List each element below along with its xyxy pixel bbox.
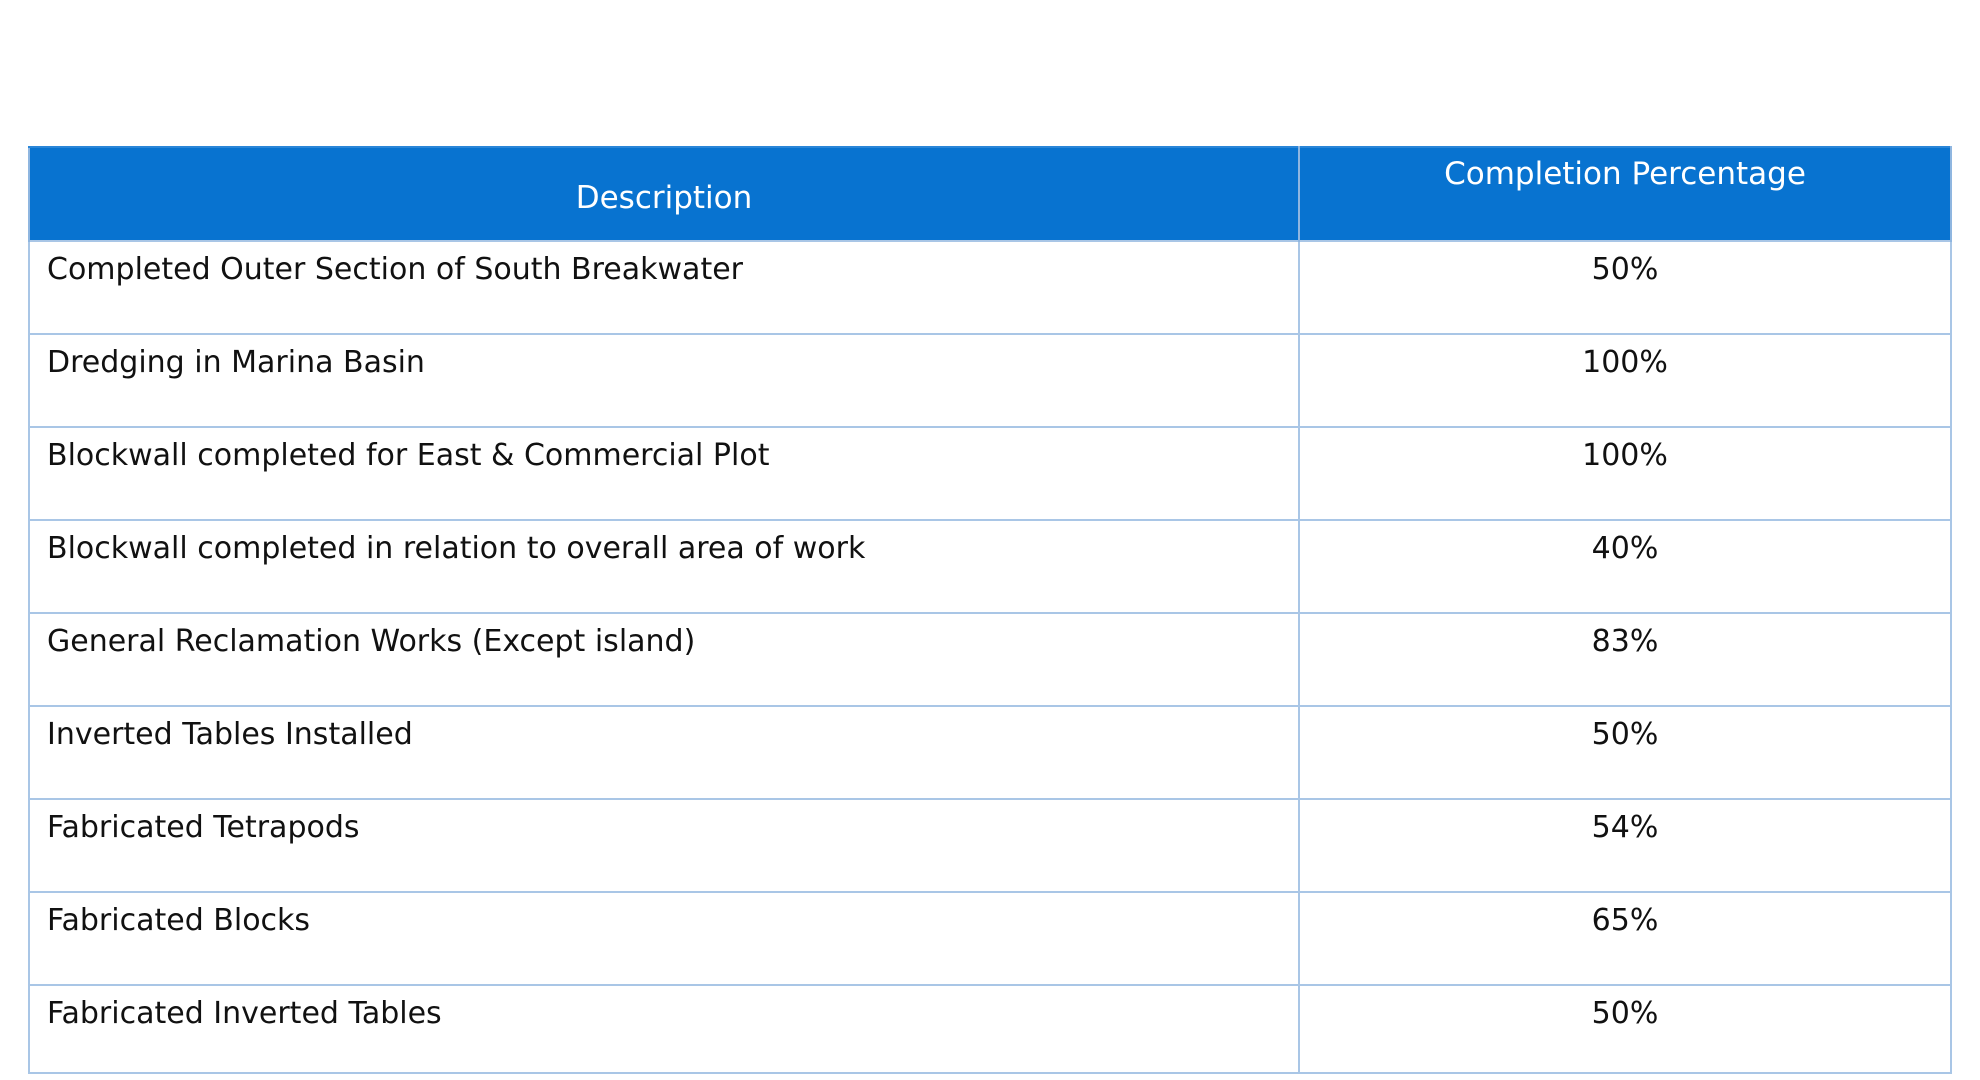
table-row (29, 985, 1951, 1073)
row-description: Fabricated Tetrapods (29, 799, 1299, 892)
row-description: Blockwall completed for East & Commercial Plot (29, 427, 1299, 520)
table-row (29, 892, 1951, 985)
row-completion: 50% (1299, 985, 1951, 1073)
header-completion-percentage: Completion Percentage (1299, 147, 1951, 241)
header-description: Description (29, 147, 1299, 241)
row-completion: 50% (1299, 241, 1951, 334)
table-row (29, 241, 1951, 334)
table-row (29, 427, 1951, 520)
completion-table (28, 146, 1952, 1074)
table-row (29, 520, 1951, 613)
row-description: Dredging in Marina Basin (29, 334, 1299, 427)
row-description: General Reclamation Works (Except island) (29, 613, 1299, 706)
table-row (29, 706, 1951, 799)
row-description: Completed Outer Section of South Breakwater (29, 241, 1299, 334)
row-completion: 40% (1299, 520, 1951, 613)
table-header-row (29, 147, 1951, 241)
row-completion: 100% (1299, 427, 1951, 520)
table-row (29, 613, 1951, 706)
table-row (29, 334, 1951, 427)
row-completion: 54% (1299, 799, 1951, 892)
row-completion: 100% (1299, 334, 1951, 427)
row-description: Fabricated Blocks (29, 892, 1299, 985)
row-description: Blockwall completed in relation to overall area of work (29, 520, 1299, 613)
row-completion: 65% (1299, 892, 1951, 985)
row-completion: 50% (1299, 706, 1951, 799)
row-description: Fabricated Inverted Tables (29, 985, 1299, 1073)
row-completion: 83% (1299, 613, 1951, 706)
table-row (29, 799, 1951, 892)
row-description: Inverted Tables Installed (29, 706, 1299, 799)
